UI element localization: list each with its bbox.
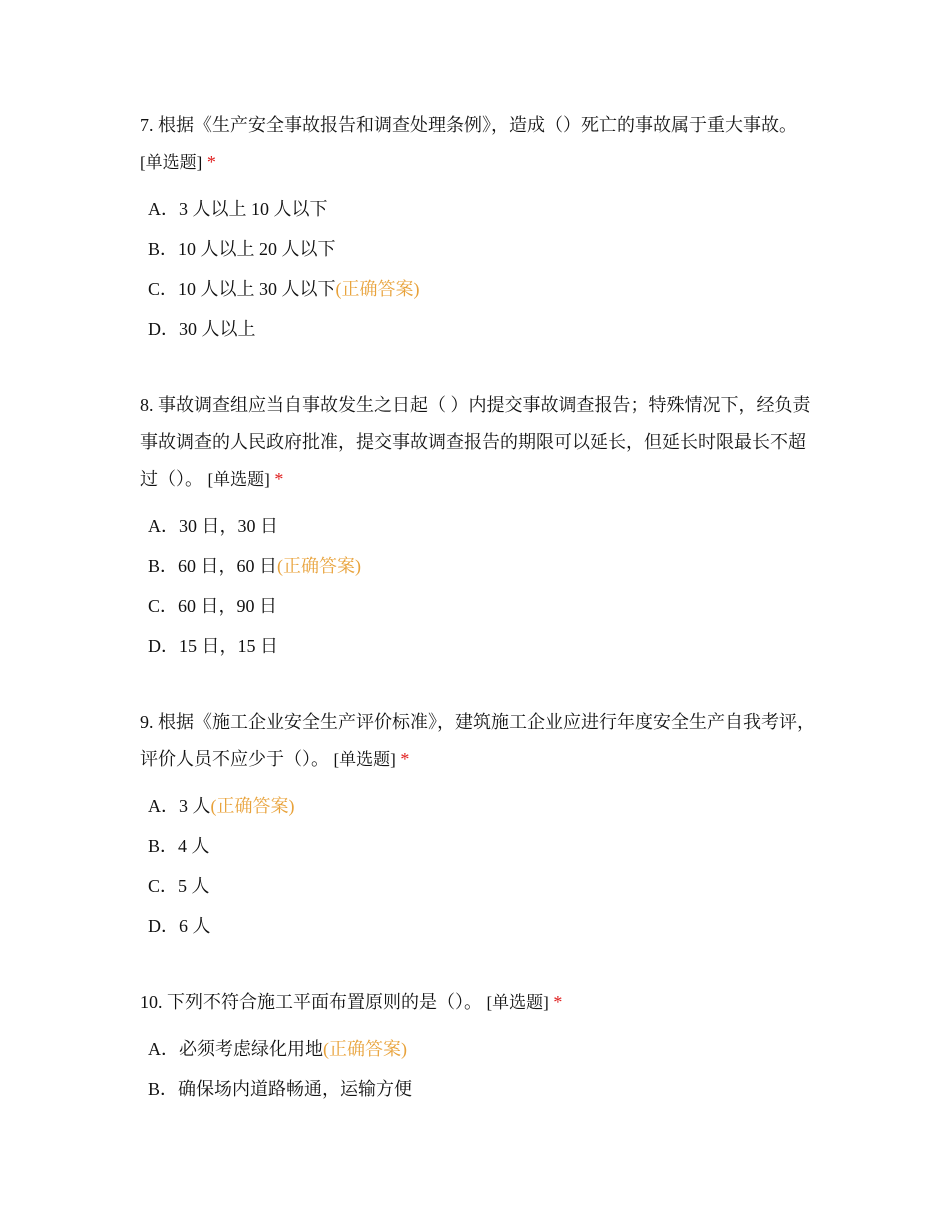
- option-list: [140, 506, 820, 666]
- question-type-tag: [单选题]: [207, 470, 270, 489]
- correct-answer-tag: (正确答案): [323, 1039, 407, 1059]
- option-a: [140, 786, 820, 826]
- option-text: 3 人以上 10 人以下: [179, 199, 328, 219]
- question-number: 9.: [140, 712, 154, 732]
- option-list: [140, 1029, 820, 1109]
- required-mark: *: [206, 152, 216, 172]
- option-b: [140, 546, 820, 586]
- option-text: 确保场内道路畅通，运输方便: [178, 1079, 413, 1099]
- required-mark: *: [400, 749, 410, 769]
- option-letter: C．: [148, 279, 179, 299]
- option-text: 30 人以上: [179, 319, 256, 339]
- option-letter: A．: [148, 1039, 179, 1059]
- correct-answer-tag: (正确答案): [335, 279, 420, 299]
- required-mark: *: [274, 469, 284, 489]
- option-letter: C．: [148, 596, 179, 616]
- option-text: 必须考虑绿化用地: [179, 1039, 323, 1059]
- option-letter: A．: [148, 199, 179, 219]
- question-body: 下列不符合施工平面布置原则的是（）。: [167, 992, 482, 1012]
- option-c: [140, 269, 820, 309]
- option-a: [140, 506, 820, 546]
- question-type-tag: [单选题]: [486, 993, 549, 1012]
- option-c: [140, 866, 820, 906]
- option-text: 4 人: [178, 836, 210, 856]
- option-text: 3 人: [179, 796, 211, 816]
- correct-answer-tag: (正确答案): [210, 796, 295, 816]
- option-text: 5 人: [178, 876, 210, 896]
- option-letter: D．: [148, 916, 179, 936]
- option-letter: A．: [148, 796, 179, 816]
- option-letter: B．: [148, 556, 179, 576]
- question-number: 10.: [140, 992, 163, 1012]
- option-text: 60 日，90 日: [178, 596, 278, 616]
- question-text: [140, 107, 820, 181]
- option-letter: B．: [148, 1079, 179, 1099]
- question-9: [140, 704, 820, 946]
- question-text: [140, 704, 820, 778]
- question-type-tag: [单选题]: [333, 750, 396, 769]
- option-d: [140, 906, 820, 946]
- question-7: [140, 107, 820, 349]
- correct-answer-tag: (正确答案): [277, 556, 362, 576]
- option-letter: B．: [148, 836, 179, 856]
- option-d: [140, 626, 820, 666]
- option-text: 6 人: [179, 916, 211, 936]
- option-text: 10 人以上 30 人以下: [178, 279, 336, 299]
- question-8: [140, 387, 820, 666]
- option-letter: D．: [148, 636, 179, 656]
- option-c: [140, 586, 820, 626]
- question-number: 7.: [140, 115, 154, 135]
- option-text: 30 日，30 日: [179, 516, 278, 536]
- question-10: [140, 984, 820, 1109]
- option-text: 10 人以上 20 人以下: [178, 239, 336, 259]
- option-b: [140, 229, 820, 269]
- option-d: [140, 309, 820, 349]
- option-letter: B．: [148, 239, 179, 259]
- required-mark: *: [553, 992, 563, 1012]
- option-a: [140, 1029, 820, 1069]
- option-b: [140, 1069, 820, 1109]
- option-a: [140, 189, 820, 229]
- option-letter: C．: [148, 876, 179, 896]
- question-body: 事故调查组应当自事故发生之日起（ ）内提交事故调查报告；特殊情况下，经负责事故调查的人民政府批准，提交事故调查报告的期限可以延长，但延长时限最长不超过（）。: [140, 395, 811, 489]
- option-list: [140, 786, 820, 946]
- question-text: [140, 984, 820, 1021]
- question-text: [140, 387, 820, 498]
- option-letter: D．: [148, 319, 179, 339]
- option-text: 15 日，15 日: [179, 636, 278, 656]
- option-list: [140, 189, 820, 349]
- question-number: 8.: [140, 395, 154, 415]
- option-text: 60 日，60 日: [178, 556, 278, 576]
- question-body: 根据《生产安全事故报告和调查处理条例》，造成（）死亡的事故属于重大事故。: [158, 115, 797, 135]
- question-body: 根据《施工企业安全生产评价标准》，建筑施工企业应进行年度安全生产自我考评，评价人员不应少于（）。: [140, 712, 815, 769]
- question-type-tag: [单选题]: [140, 153, 203, 172]
- option-b: [140, 826, 820, 866]
- option-letter: A．: [148, 516, 179, 536]
